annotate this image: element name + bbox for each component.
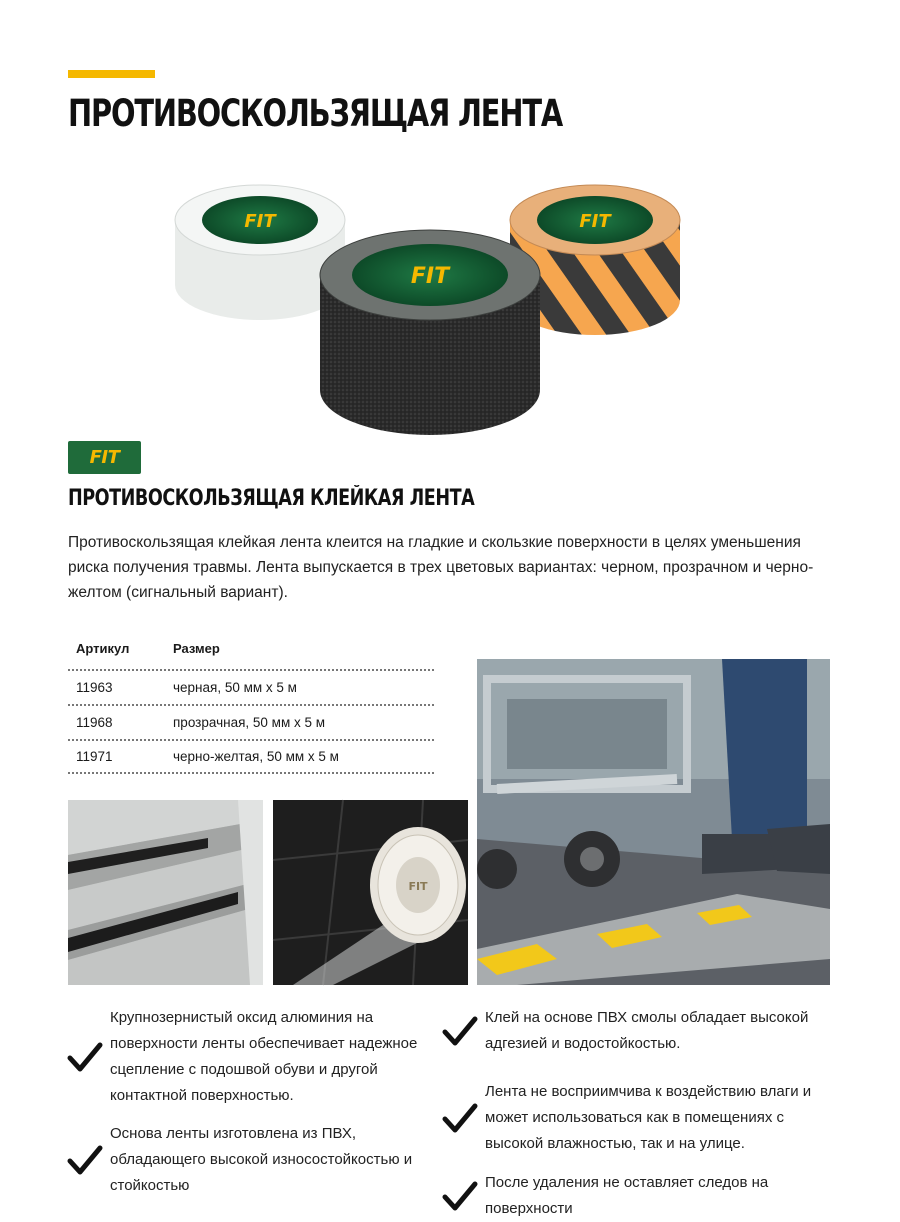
svg-text:FIT: FIT <box>410 264 450 289</box>
header-sku: Артикул <box>76 640 130 656</box>
accent-bar <box>68 70 155 78</box>
feature-item <box>443 1005 843 1057</box>
features-left-column <box>68 1005 428 1199</box>
table-row <box>68 704 434 739</box>
tape-rolls-image <box>170 165 715 455</box>
row-size: черная, 50 мм х 5 м <box>173 680 297 695</box>
feature-text: Лента не восприимчива к воздействию влаги и может использоваться как в помещениях с высокой влажностью, так и на улице. <box>485 1083 812 1152</box>
row-sku: 11968 <box>76 715 113 730</box>
checkmark-icon <box>68 1042 102 1072</box>
table-row <box>68 669 434 704</box>
checkmark-icon <box>443 1016 477 1046</box>
svg-text:FIT: FIT <box>408 880 428 893</box>
feature-item <box>443 1170 843 1222</box>
feature-item <box>68 1005 428 1109</box>
product-description: Противоскользящая клейкая лента клеится на гладкие и скользкие поверхности в целях уменьшения риска получения травмы. Лента выпускается в трех цветовых вариантах: черном, прозрачном и черно-желтом (сигнальный вариант). <box>68 534 814 601</box>
brand-logo-text: FIT <box>89 447 120 468</box>
feature-text: Основа ленты изготовлена из ПВХ, обладающего высокой износостойкостью и стойкостью <box>110 1125 413 1194</box>
row-sku: 11963 <box>76 680 113 695</box>
spec-table-header <box>68 632 434 664</box>
svg-text:FIT: FIT <box>579 211 611 232</box>
feature-text: После удаления не оставляет следов на поверхности <box>485 1174 769 1217</box>
feature-text: Клей на основе ПВХ смолы обладает высокой адгезией и водостойкостью. <box>485 1009 809 1052</box>
feature-item <box>68 1121 428 1199</box>
row-size: прозрачная, 50 мм х 5 м <box>173 715 326 730</box>
table-row <box>68 739 434 774</box>
tile-tape-photo <box>273 800 468 985</box>
svg-text:FIT: FIT <box>244 211 276 232</box>
page-title: ПРОТИВОСКОЛЬЗЯЩАЯ ЛЕНТА <box>68 92 563 135</box>
row-sku: 11971 <box>76 749 113 764</box>
stairs-photo <box>68 800 263 985</box>
cart-ramp-photo <box>477 659 830 985</box>
clear-tape-roll <box>175 185 345 320</box>
checkmark-icon <box>443 1181 477 1211</box>
feature-item <box>443 1079 843 1157</box>
spec-table <box>68 632 434 774</box>
features-right-column <box>443 1005 843 1222</box>
black-tape-roll <box>320 230 540 435</box>
row-size: черно-желтая, 50 мм х 5 м <box>173 749 339 764</box>
checkmark-icon <box>68 1145 102 1175</box>
fit-logo-badge <box>68 441 141 474</box>
section-title: ПРОТИВОСКОЛЬЗЯЩАЯ КЛЕЙКАЯ ЛЕНТА <box>68 486 475 511</box>
feature-text: Крупнозернистый оксид алюминия на поверхности ленты обеспечивает надежное сцепление с подошвой обуви и другой контактной поверхностью. <box>110 1009 418 1104</box>
header-size: Размер <box>173 640 220 656</box>
checkmark-icon <box>443 1103 477 1133</box>
